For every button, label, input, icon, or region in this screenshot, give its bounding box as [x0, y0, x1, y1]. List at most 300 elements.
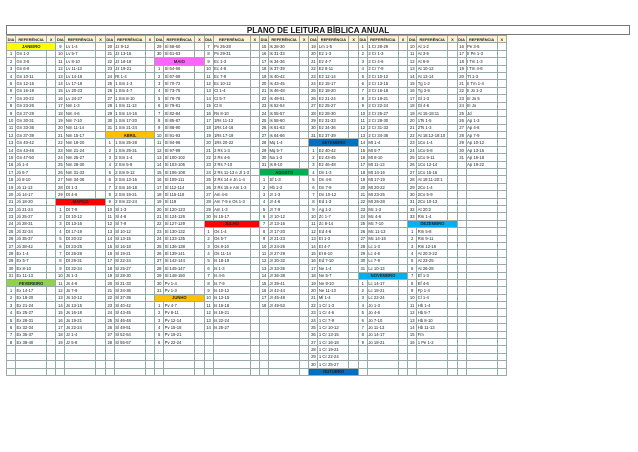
check-box[interactable]	[145, 72, 154, 79]
check-box[interactable]	[47, 124, 56, 131]
check-box[interactable]	[497, 58, 506, 65]
check-box[interactable]	[448, 228, 457, 235]
check-box[interactable]	[195, 132, 204, 139]
check-box[interactable]	[250, 242, 259, 249]
check-box[interactable]	[145, 228, 154, 235]
check-box[interactable]	[349, 294, 358, 301]
check-box[interactable]	[448, 50, 457, 57]
check-box[interactable]	[300, 250, 309, 257]
check-box[interactable]	[448, 80, 457, 87]
check-box[interactable]	[195, 198, 204, 205]
check-box[interactable]	[497, 102, 506, 109]
check-box[interactable]	[448, 161, 457, 168]
check-box[interactable]	[195, 154, 204, 161]
check-box[interactable]	[448, 146, 457, 153]
check-box[interactable]	[96, 331, 105, 338]
check-box[interactable]	[398, 87, 407, 94]
check-box[interactable]	[47, 220, 56, 227]
check-box[interactable]	[300, 87, 309, 94]
check-box[interactable]	[448, 72, 457, 79]
check-box[interactable]	[195, 161, 204, 168]
check-box[interactable]	[349, 228, 358, 235]
check-box[interactable]	[448, 287, 457, 294]
check-box[interactable]	[448, 154, 457, 161]
check-box[interactable]	[497, 80, 506, 87]
check-box[interactable]	[145, 50, 154, 57]
check-box[interactable]	[250, 309, 259, 316]
check-box[interactable]	[349, 65, 358, 72]
check-box[interactable]	[300, 213, 309, 220]
check-box[interactable]	[145, 43, 154, 50]
check-box[interactable]	[250, 191, 259, 198]
check-box[interactable]	[398, 169, 407, 176]
check-box[interactable]	[250, 169, 259, 176]
check-box[interactable]	[145, 302, 154, 309]
check-box[interactable]	[96, 58, 105, 65]
check-box[interactable]	[250, 102, 259, 109]
check-box[interactable]	[96, 324, 105, 331]
check-box[interactable]	[250, 139, 259, 146]
check-box[interactable]	[300, 109, 309, 116]
check-box[interactable]	[349, 132, 358, 139]
check-box[interactable]	[448, 102, 457, 109]
check-box[interactable]	[497, 72, 506, 79]
check-box[interactable]	[195, 279, 204, 286]
check-box[interactable]	[145, 198, 154, 205]
check-box[interactable]	[398, 250, 407, 257]
check-box[interactable]	[497, 109, 506, 116]
check-box[interactable]	[398, 43, 407, 50]
check-box[interactable]	[398, 95, 407, 102]
check-box[interactable]	[448, 294, 457, 301]
check-box[interactable]	[96, 176, 105, 183]
check-box[interactable]	[349, 161, 358, 168]
check-box[interactable]	[195, 50, 204, 57]
check-box[interactable]	[47, 80, 56, 87]
check-box[interactable]	[398, 154, 407, 161]
check-box[interactable]	[145, 102, 154, 109]
check-box[interactable]	[349, 169, 358, 176]
check-box[interactable]	[145, 58, 154, 65]
check-box[interactable]	[448, 132, 457, 139]
check-box[interactable]	[448, 124, 457, 131]
check-box[interactable]	[47, 205, 56, 212]
check-box[interactable]	[145, 220, 154, 227]
check-box[interactable]	[448, 169, 457, 176]
check-box[interactable]	[47, 242, 56, 249]
check-box[interactable]	[250, 124, 259, 131]
check-box[interactable]	[300, 294, 309, 301]
check-box[interactable]	[47, 309, 56, 316]
check-box[interactable]	[47, 95, 56, 102]
check-box[interactable]	[448, 198, 457, 205]
check-box[interactable]	[398, 339, 407, 346]
check-box[interactable]	[398, 124, 407, 131]
check-box[interactable]	[195, 331, 204, 338]
check-box[interactable]	[195, 176, 204, 183]
check-box[interactable]	[195, 339, 204, 346]
check-box[interactable]	[250, 294, 259, 301]
check-box[interactable]	[96, 183, 105, 190]
check-box[interactable]	[96, 309, 105, 316]
check-box[interactable]	[349, 346, 358, 353]
check-box[interactable]	[250, 272, 259, 279]
check-box[interactable]	[250, 316, 259, 323]
check-box[interactable]	[398, 324, 407, 331]
check-box[interactable]	[448, 205, 457, 212]
check-box[interactable]	[250, 205, 259, 212]
check-box[interactable]	[448, 339, 457, 346]
check-box[interactable]	[300, 72, 309, 79]
check-box[interactable]	[96, 265, 105, 272]
check-box[interactable]	[300, 117, 309, 124]
check-box[interactable]	[250, 183, 259, 190]
check-box[interactable]	[497, 87, 506, 94]
check-box[interactable]	[349, 339, 358, 346]
check-box[interactable]	[195, 72, 204, 79]
check-box[interactable]	[145, 154, 154, 161]
check-box[interactable]	[96, 287, 105, 294]
check-box[interactable]	[448, 309, 457, 316]
check-box[interactable]	[497, 154, 506, 161]
check-box[interactable]	[250, 213, 259, 220]
check-box[interactable]	[145, 65, 154, 72]
check-box[interactable]	[195, 65, 204, 72]
check-box[interactable]	[448, 58, 457, 65]
check-box[interactable]	[398, 242, 407, 249]
check-box[interactable]	[145, 146, 154, 153]
check-box[interactable]	[300, 302, 309, 309]
check-box[interactable]	[96, 87, 105, 94]
check-box[interactable]	[96, 169, 105, 176]
check-box[interactable]	[398, 117, 407, 124]
check-box[interactable]	[47, 324, 56, 331]
check-box[interactable]	[47, 213, 56, 220]
check-box[interactable]	[448, 279, 457, 286]
check-box[interactable]	[349, 191, 358, 198]
check-box[interactable]	[145, 272, 154, 279]
check-box[interactable]	[349, 265, 358, 272]
check-box[interactable]	[349, 316, 358, 323]
check-box[interactable]	[47, 72, 56, 79]
check-box[interactable]	[195, 205, 204, 212]
check-box[interactable]	[300, 43, 309, 50]
check-box[interactable]	[398, 235, 407, 242]
check-box[interactable]	[250, 279, 259, 286]
check-box[interactable]	[398, 228, 407, 235]
check-box[interactable]	[497, 43, 506, 50]
check-box[interactable]	[145, 339, 154, 346]
check-box[interactable]	[96, 43, 105, 50]
check-box[interactable]	[250, 72, 259, 79]
check-box[interactable]	[145, 331, 154, 338]
check-box[interactable]	[96, 65, 105, 72]
check-box[interactable]	[300, 272, 309, 279]
check-box[interactable]	[96, 294, 105, 301]
check-box[interactable]	[300, 146, 309, 153]
check-box[interactable]	[398, 331, 407, 338]
check-box[interactable]	[448, 235, 457, 242]
check-box[interactable]	[497, 95, 506, 102]
check-box[interactable]	[349, 213, 358, 220]
check-box[interactable]	[145, 235, 154, 242]
check-box[interactable]	[497, 65, 506, 72]
check-box[interactable]	[349, 176, 358, 183]
check-box[interactable]	[349, 117, 358, 124]
check-box[interactable]	[349, 235, 358, 242]
check-box[interactable]	[250, 43, 259, 50]
check-box[interactable]	[349, 43, 358, 50]
check-box[interactable]	[145, 161, 154, 168]
check-box[interactable]	[448, 95, 457, 102]
check-box[interactable]	[349, 279, 358, 286]
check-box[interactable]	[349, 124, 358, 131]
check-box[interactable]	[349, 146, 358, 153]
check-box[interactable]	[195, 191, 204, 198]
check-box[interactable]	[300, 139, 309, 146]
check-box[interactable]	[145, 95, 154, 102]
check-box[interactable]	[398, 161, 407, 168]
check-box[interactable]	[448, 65, 457, 72]
check-box[interactable]	[349, 183, 358, 190]
check-box[interactable]	[250, 95, 259, 102]
check-box[interactable]	[448, 87, 457, 94]
check-box[interactable]	[349, 50, 358, 57]
check-box[interactable]	[349, 353, 358, 360]
check-box[interactable]	[398, 50, 407, 57]
check-box[interactable]	[96, 95, 105, 102]
check-box[interactable]	[195, 183, 204, 190]
check-box[interactable]	[448, 316, 457, 323]
check-box[interactable]	[398, 309, 407, 316]
check-box[interactable]	[195, 102, 204, 109]
check-box[interactable]	[349, 242, 358, 249]
check-box[interactable]	[349, 198, 358, 205]
check-box[interactable]	[398, 205, 407, 212]
check-box[interactable]	[349, 287, 358, 294]
check-box[interactable]	[497, 132, 506, 139]
check-box[interactable]	[145, 279, 154, 286]
check-box[interactable]	[300, 235, 309, 242]
check-box[interactable]	[47, 191, 56, 198]
check-box[interactable]	[448, 191, 457, 198]
check-box[interactable]	[398, 65, 407, 72]
check-box[interactable]	[145, 117, 154, 124]
check-box[interactable]	[96, 272, 105, 279]
check-box[interactable]	[96, 235, 105, 242]
check-box[interactable]	[96, 109, 105, 116]
check-box[interactable]	[497, 146, 506, 153]
check-box[interactable]	[250, 109, 259, 116]
check-box[interactable]	[96, 339, 105, 346]
check-box[interactable]	[300, 265, 309, 272]
check-box[interactable]	[398, 183, 407, 190]
check-box[interactable]	[47, 198, 56, 205]
check-box[interactable]	[448, 139, 457, 146]
check-box[interactable]	[195, 242, 204, 249]
check-box[interactable]	[448, 265, 457, 272]
check-box[interactable]	[195, 213, 204, 220]
check-box[interactable]	[398, 316, 407, 323]
check-box[interactable]	[195, 220, 204, 227]
check-box[interactable]	[47, 257, 56, 264]
check-box[interactable]	[195, 169, 204, 176]
check-box[interactable]	[96, 213, 105, 220]
check-box[interactable]	[195, 272, 204, 279]
check-box[interactable]	[195, 117, 204, 124]
check-box[interactable]	[398, 132, 407, 139]
check-box[interactable]	[349, 250, 358, 257]
check-box[interactable]	[448, 183, 457, 190]
check-box[interactable]	[398, 257, 407, 264]
check-box[interactable]	[398, 198, 407, 205]
check-box[interactable]	[47, 65, 56, 72]
check-box[interactable]	[47, 250, 56, 257]
check-box[interactable]	[47, 331, 56, 338]
check-box[interactable]	[145, 294, 154, 301]
check-box[interactable]	[349, 205, 358, 212]
check-box[interactable]	[250, 250, 259, 257]
check-box[interactable]	[145, 287, 154, 294]
check-box[interactable]	[47, 117, 56, 124]
check-box[interactable]	[398, 279, 407, 286]
check-box[interactable]	[96, 50, 105, 57]
check-box[interactable]	[47, 294, 56, 301]
check-box[interactable]	[47, 161, 56, 168]
check-box[interactable]	[96, 154, 105, 161]
check-box[interactable]	[398, 191, 407, 198]
check-box[interactable]	[448, 109, 457, 116]
check-box[interactable]	[300, 95, 309, 102]
check-box[interactable]	[145, 324, 154, 331]
check-box[interactable]	[300, 228, 309, 235]
check-box[interactable]	[96, 132, 105, 139]
check-box[interactable]	[300, 183, 309, 190]
check-box[interactable]	[250, 235, 259, 242]
check-box[interactable]	[96, 205, 105, 212]
check-box[interactable]	[96, 220, 105, 227]
check-box[interactable]	[145, 183, 154, 190]
check-box[interactable]	[96, 279, 105, 286]
check-box[interactable]	[96, 72, 105, 79]
check-box[interactable]	[250, 198, 259, 205]
check-box[interactable]	[47, 109, 56, 116]
check-box[interactable]	[448, 117, 457, 124]
check-box[interactable]	[349, 331, 358, 338]
check-box[interactable]	[300, 65, 309, 72]
check-box[interactable]	[349, 58, 358, 65]
check-box[interactable]	[448, 302, 457, 309]
check-box[interactable]	[145, 109, 154, 116]
check-box[interactable]	[47, 87, 56, 94]
check-box[interactable]	[47, 235, 56, 242]
check-box[interactable]	[300, 80, 309, 87]
check-box[interactable]	[47, 146, 56, 153]
check-box[interactable]	[300, 198, 309, 205]
check-box[interactable]	[300, 191, 309, 198]
check-box[interactable]	[145, 191, 154, 198]
check-box[interactable]	[448, 324, 457, 331]
check-box[interactable]	[300, 124, 309, 131]
check-box[interactable]	[47, 50, 56, 57]
check-box[interactable]	[47, 176, 56, 183]
check-box[interactable]	[195, 228, 204, 235]
check-box[interactable]	[195, 250, 204, 257]
check-box[interactable]	[96, 161, 105, 168]
check-box[interactable]	[47, 272, 56, 279]
check-box[interactable]	[398, 265, 407, 272]
check-box[interactable]	[96, 242, 105, 249]
check-box[interactable]	[47, 132, 56, 139]
check-box[interactable]	[47, 228, 56, 235]
check-box[interactable]	[250, 154, 259, 161]
check-box[interactable]	[448, 176, 457, 183]
check-box[interactable]	[195, 235, 204, 242]
check-box[interactable]	[96, 117, 105, 124]
check-box[interactable]	[300, 220, 309, 227]
check-box[interactable]	[145, 169, 154, 176]
check-box[interactable]	[349, 72, 358, 79]
check-box[interactable]	[145, 242, 154, 249]
check-box[interactable]	[250, 287, 259, 294]
check-box[interactable]	[349, 302, 358, 309]
check-box[interactable]	[349, 324, 358, 331]
check-box[interactable]	[250, 80, 259, 87]
check-box[interactable]	[47, 58, 56, 65]
check-box[interactable]	[448, 272, 457, 279]
check-box[interactable]	[250, 176, 259, 183]
check-box[interactable]	[398, 213, 407, 220]
check-box[interactable]	[497, 161, 506, 168]
check-box[interactable]	[250, 324, 259, 331]
check-box[interactable]	[448, 43, 457, 50]
check-box[interactable]	[398, 294, 407, 301]
check-box[interactable]	[195, 109, 204, 116]
check-box[interactable]	[250, 65, 259, 72]
check-box[interactable]	[47, 339, 56, 346]
check-box[interactable]	[250, 58, 259, 65]
check-box[interactable]	[398, 58, 407, 65]
check-box[interactable]	[96, 146, 105, 153]
check-box[interactable]	[398, 139, 407, 146]
check-box[interactable]	[300, 176, 309, 183]
check-box[interactable]	[300, 287, 309, 294]
check-box[interactable]	[195, 302, 204, 309]
check-box[interactable]	[195, 316, 204, 323]
check-box[interactable]	[195, 146, 204, 153]
check-box[interactable]	[349, 361, 358, 368]
check-box[interactable]	[398, 302, 407, 309]
check-box[interactable]	[300, 102, 309, 109]
check-box[interactable]	[96, 228, 105, 235]
check-box[interactable]	[300, 161, 309, 168]
check-box[interactable]	[96, 80, 105, 87]
check-box[interactable]	[448, 257, 457, 264]
check-box[interactable]	[349, 220, 358, 227]
check-box[interactable]	[195, 139, 204, 146]
check-box[interactable]	[497, 117, 506, 124]
check-box[interactable]	[300, 132, 309, 139]
check-box[interactable]	[195, 287, 204, 294]
check-box[interactable]	[250, 161, 259, 168]
check-box[interactable]	[448, 242, 457, 249]
check-box[interactable]	[250, 50, 259, 57]
check-box[interactable]	[47, 154, 56, 161]
check-box[interactable]	[195, 80, 204, 87]
check-box[interactable]	[96, 316, 105, 323]
check-box[interactable]	[398, 102, 407, 109]
check-box[interactable]	[145, 250, 154, 257]
